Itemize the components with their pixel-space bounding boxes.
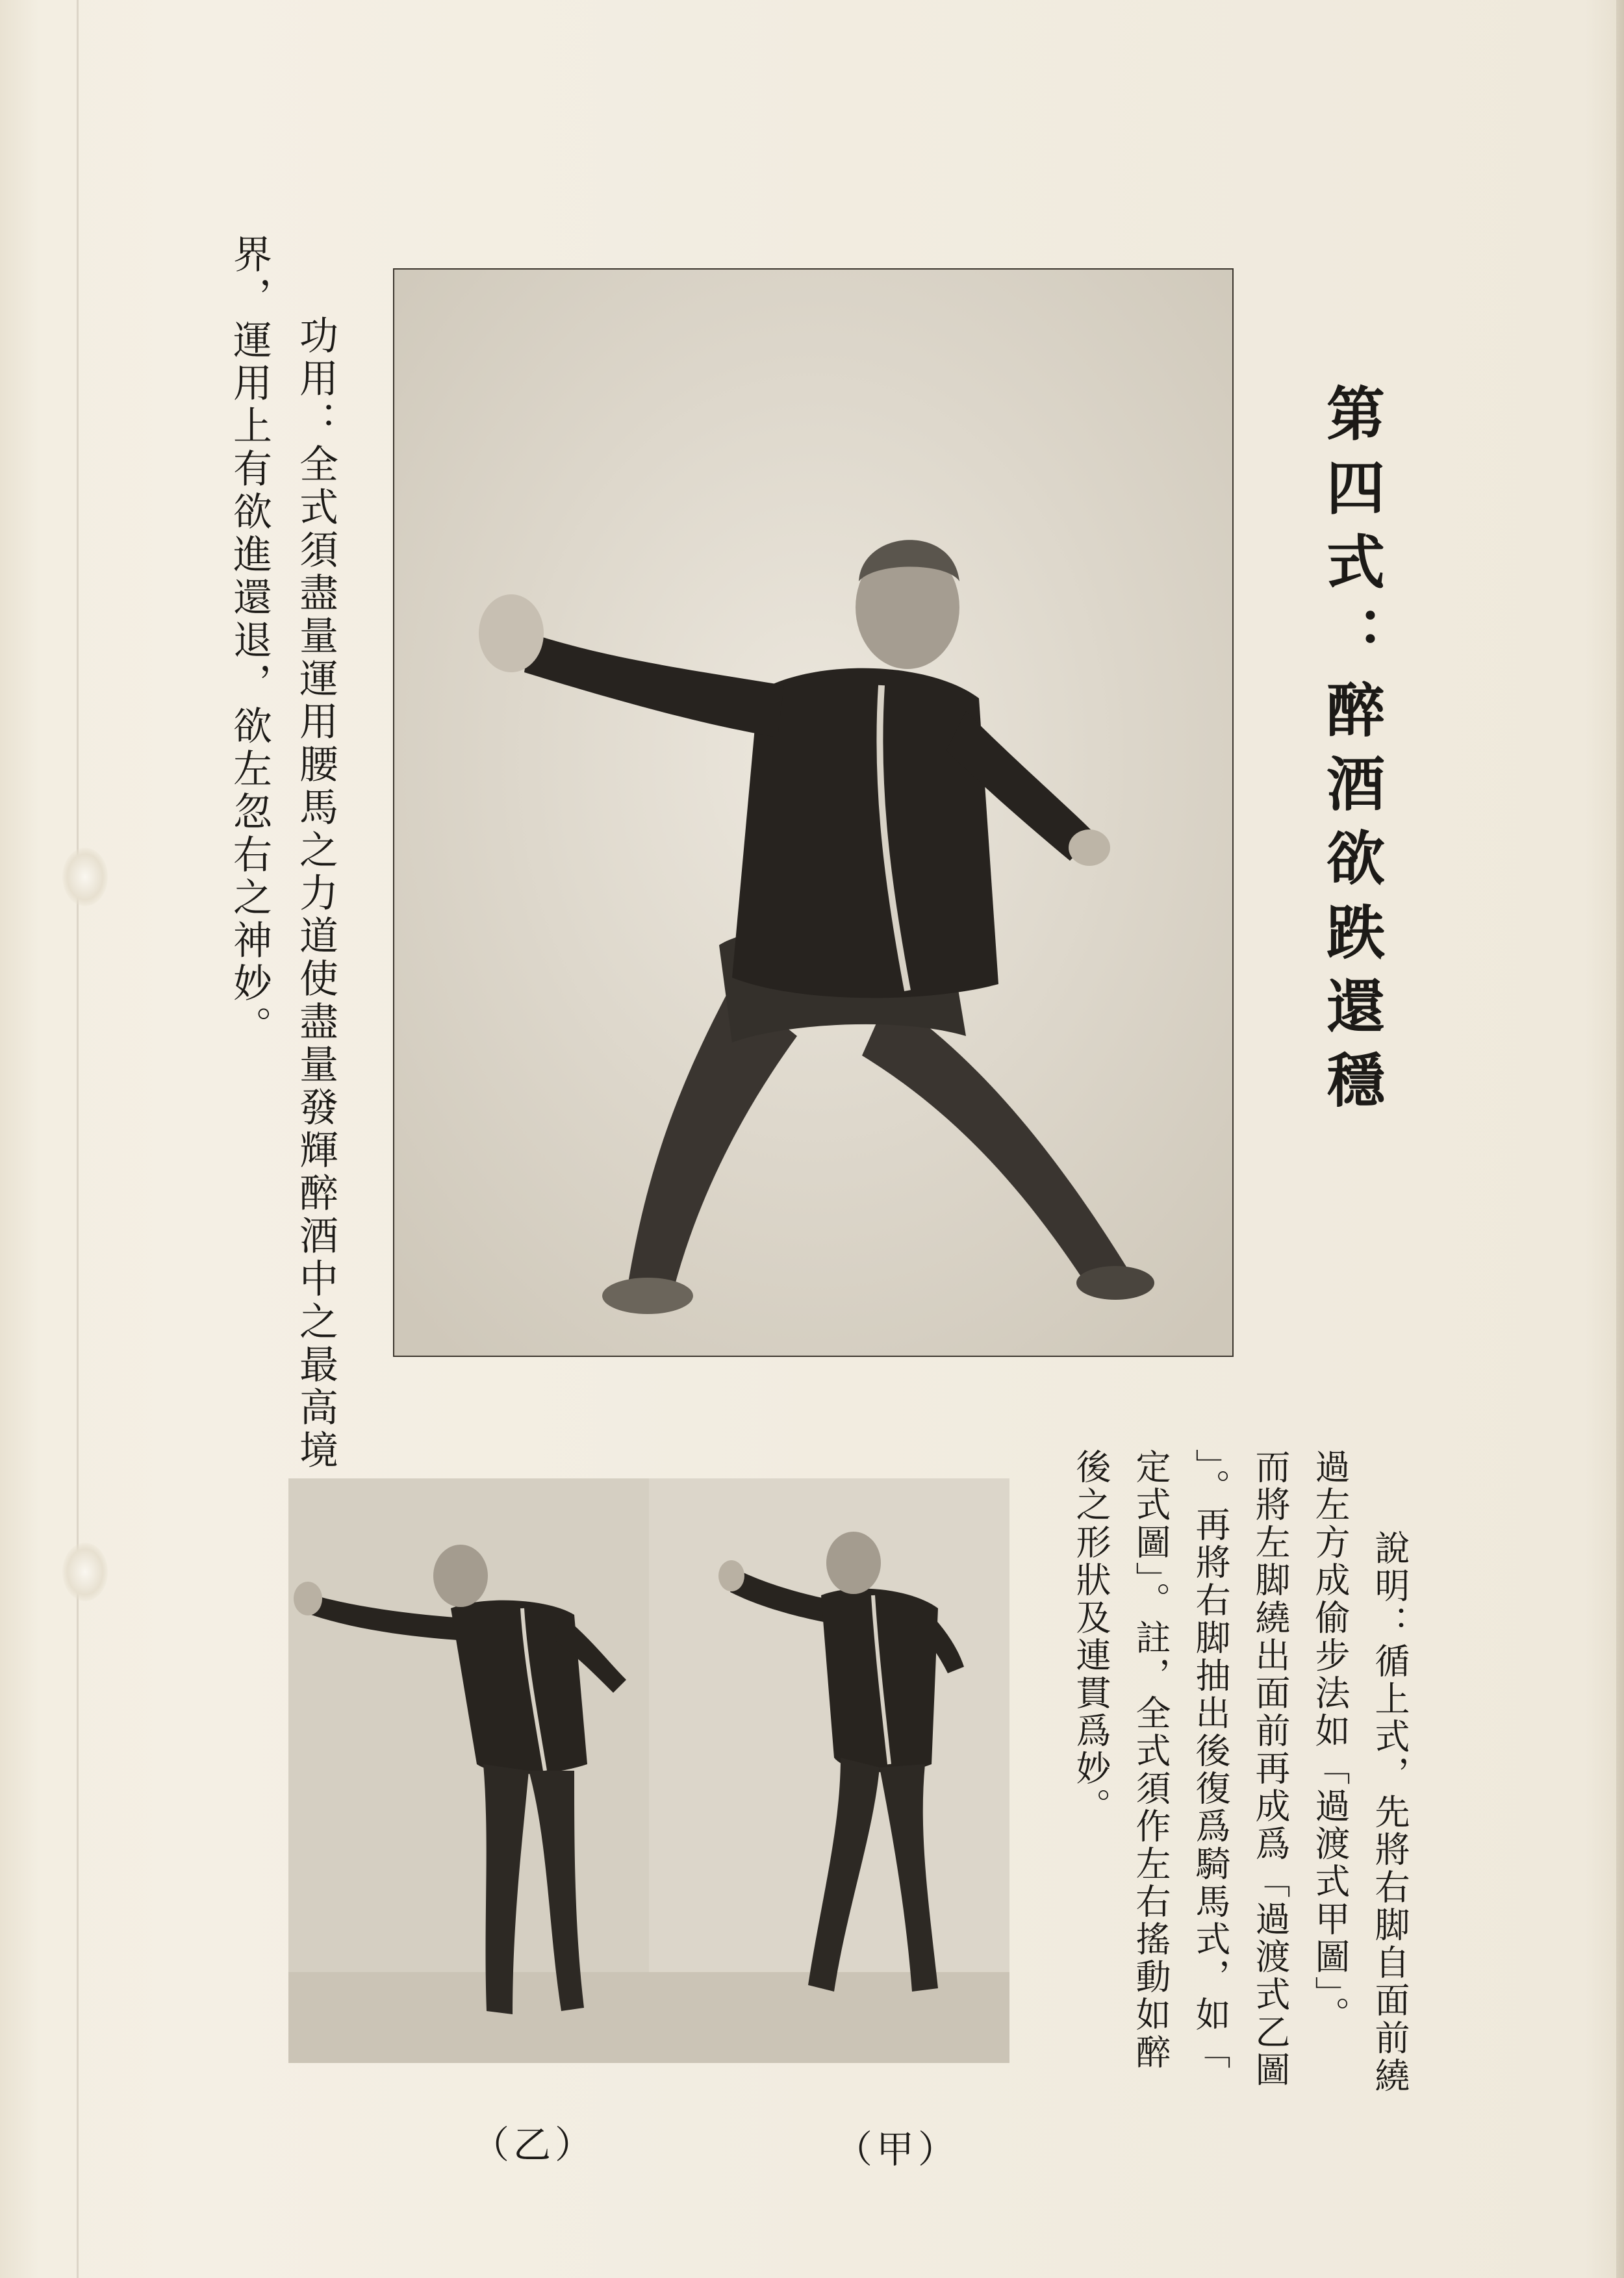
caption-jia: （甲） (835, 2127, 960, 2171)
main-photo (393, 268, 1234, 1357)
page-title: 第四式：醉酒欲跌還穩 (1316, 383, 1385, 1124)
description-line-1: 說明：循上式，先將右脚自面前繞 (1369, 1530, 1410, 2095)
function-text (227, 234, 338, 1473)
page-edge (1616, 0, 1624, 2278)
description-line-3: 而將左脚繞出面前再成爲「過渡式乙圖 (1250, 1449, 1291, 2089)
description-line-2: 過左方成偷步法如「過渡式甲圖」。 (1310, 1449, 1351, 2034)
description-line-6: 後之形狀及連貫爲妙。 (1071, 1449, 1111, 1825)
caption-yi: （乙） (472, 2123, 597, 2167)
description-line-4: 」。再將右脚抽出後復爲騎馬式，如「 (1190, 1449, 1231, 2071)
description-text (1046, 1449, 1410, 2150)
staple-hole-top (62, 848, 108, 906)
function-line-1: 功用：全式須盡量運用腰馬之力道使盡量發輝醉酒中之最高境 (293, 315, 338, 1473)
staple-hole-bottom (62, 1543, 108, 1601)
description-line-5: 定式圖」。註，全式須作左右搖動如醉 (1130, 1449, 1171, 2071)
binding-line (77, 0, 79, 2278)
function-line-2: 界，運用上有欲進還退，欲左忽右之神妙。 (227, 234, 272, 1048)
transition-photos (288, 1478, 1009, 2063)
